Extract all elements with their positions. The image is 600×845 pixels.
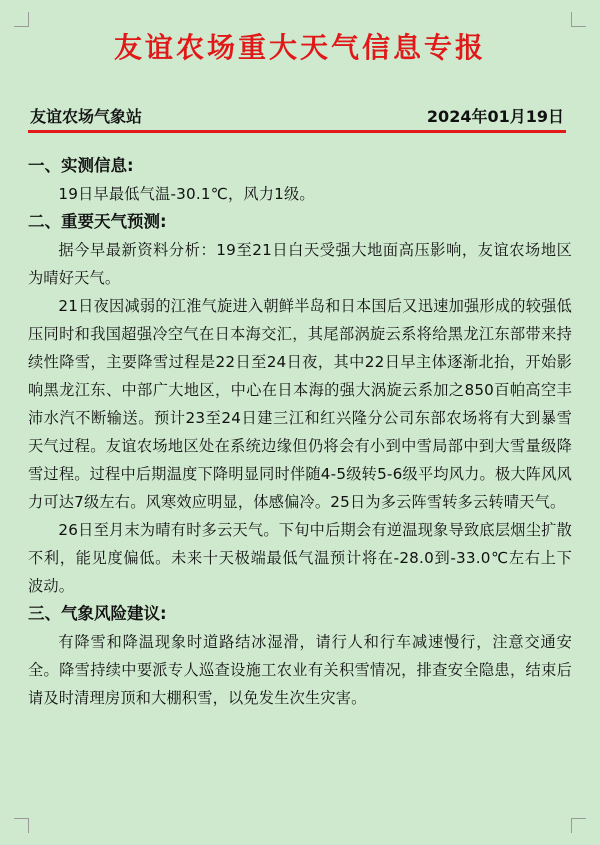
crop-mark-top-left	[14, 12, 29, 27]
crop-mark-top-right	[571, 12, 586, 27]
issue-date: 2024年01月19日	[426, 107, 564, 126]
crop-mark-bottom-right	[571, 818, 586, 833]
forecast-paragraph-2: 21日夜因减弱的江淮气旋进入朝鲜半岛和日本国后又迅速加强形成的较强低压同时和我国超强冷空气在日本海交汇，其尾部涡旋云系将给黑龙江东部带来持续性降雪，主要降雪过程是22日至24日夜，其中22日早主体逐渐北抬，开始影响黑龙江东、中部广大地区，中心在日本海的强大涡旋云系加之850百帕高空丰沛水汽不断输送。预计23至24日建三江和红兴隆分公司东部农场将有大到暴雪天气过程。友谊农场地区处在系统边缘但仍将会有小到中雪局部中到大雪量级降雪过程。过程中后期温度下降明显同时伴随4-5级转5-6级平均风力。极大阵风风力可达7级左右。风寒效应明显，体感偏冷。25日为多云阵雪转多云转晴天气。	[28, 297, 572, 511]
crop-mark-bottom-left	[14, 818, 29, 833]
section-heading-observation: 一、实测信息:	[28, 156, 134, 175]
document-body	[28, 152, 572, 712]
section-heading-risk: 三、气象风险建议:	[28, 604, 167, 623]
risk-paragraph: 有降雪和降温现象时道路结冰湿滑，请行人和行车减速慢行，注意交通安全。降雪持续中要派专人巡查设施工农业有关积雪情况，排查安全隐患，结束后请及时清理房顶和大棚积雪，以免发生次生灾害。	[28, 633, 572, 707]
observation-paragraph: 19日早最低气温-30.1℃，风力1级。	[58, 185, 315, 203]
section-heading-forecast: 二、重要天气预测:	[28, 212, 167, 231]
station-name: 友谊农场气象站	[30, 107, 143, 126]
header-row	[30, 104, 564, 128]
header-rule	[28, 130, 566, 133]
forecast-paragraph-3: 26日至月末为晴有时多云天气。下旬中后期会有逆温现象导致底层烟尘扩散不利，能见度偏低。未来十天极端最低气温预计将在-28.0到-33.0℃左右上下波动。	[28, 521, 572, 595]
document-title: 友谊农场重大天气信息专报	[113, 31, 486, 64]
forecast-paragraph-1: 据今早最新资料分析：19至21日白天受强大地面高压影响，友谊农场地区为晴好天气。	[28, 241, 572, 287]
